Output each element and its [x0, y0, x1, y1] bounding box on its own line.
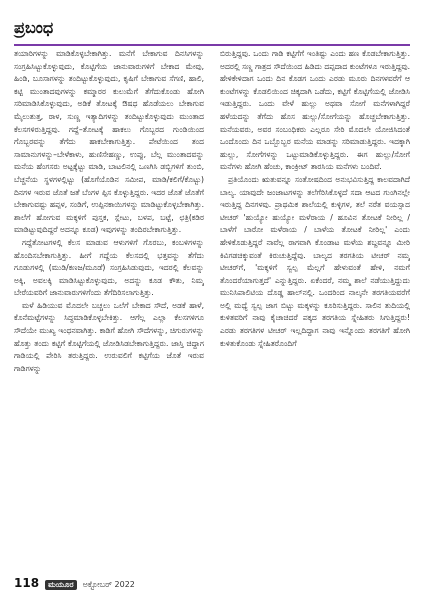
- paragraph: ತಯಾರಿಗಳನ್ನು ಮಾಡಿಕೊಳ್ಳಬೇಕಾಗಿತ್ತು. ಮನೆಗೆ ಬೇಕಾಗುವ ದಿನಸಿಗಳನ್ನು ಸಂಗ್ರಹಿಸಿಟ್ಟುಕೊಳ್ಳುವುದು, ಕೊಟ್ಟಿಗೆಯ ಜಾನುವಾರುಗಳಿಗೆ ಬೇಕಾದ ಮೇವು, ಹಿಂಡಿ, ಬೂಸಾಗಳನ್ನು ತಂದಿಟ್ಟುಕೊಳ್ಳುವುದು, ಕೃಷಿಗೆ ಬೇಕಾಗುವ ಸೆಗಣಿ, ಹಾಲಿ, ಕಟ್ಟಿ ಮುಂತಾದವುಗಳನ್ನು ಕಮ್ಮಾರರ ಕುಲುಮೆಗೆ ತೆಗೆದುಕೊಂಡು ಹೋಗಿ ಸರಿಮಾಡಿಸಿಕೊಳ್ಳುವುದು, ಅಡಿಕೆ ತೋಟಕ್ಕೆ ಔಷಧ ಹೊಡೆಯಲು ಬೇಕಾಗುವ ಮೈಲುತುತ್ತ, ರಾಳ, ಸುಣ್ಣ ಇತ್ಯಾದಿಗಳನ್ನು ತಂದಿಟ್ಟುಕೊಳ್ಳುವುದು ಮುಂತಾದ ಕೆಲಸಗಳಿರುತ್ತಿದ್ದವು. ಗದ್ದೆ–ತೋಟಕ್ಕೆ ಹಾಕಲು ಗೊಬ್ಬರದ ಗುಂಡಿಯಿಂದ ಗೊಬ್ಬರವನ್ನು ತೆಗೆದು ಹಾಕಬೇಕಾಗುತ್ತಿತ್ತು. ಪೇಟೆಯಿಂದ ತಂದ ಸಾಮಾನುಗಳನ್ನು–ಬೇಳೆಕಾಳು, ಹುಣಿಸೇಹಣ್ಣು, ಉಪ್ಪು, ಬೆಲ್ಲ ಮುಂತಾದವನ್ನು ಮನೆಯ ಹೆಂಗಸರು ಅಟ್ಟಕ್ಕೆಟ್ಟು ಮಾಡಿ, ಬಾಟಲಿನಲ್ಲಿ ಒಣಗಿಸಿ ಡಬ್ಬಿಗಳಿಗೆ ತುಂಬಿ, ಬೆಚ್ಚನೆಯ ಸ್ಥಳಗಳಲ್ಲಿಟ್ಟು (ಹೊಗೆಯೊಡಿನ ಸಮೀಪ, ಮಾಡಿ/ಕಲಿಗೆ/ಕೊಟ್ಟು) ದಿನಗಳ ಇರುವ ಜೊತೆ ಜತೆ ಬೆಂಗಳ ಪ್ಪಿಸ ಕೊಳ್ಳುತ್ತಿದ್ದರು. ಇದರ ಜೊತೆ ಜೊತೆಗೆ ಬೇಕಾಗುವಷ್ಟು ಹಪ್ಪಳ, ಸಂಡಿಗೆ, ಉಪ್ಪಿನಕಾಯಿಗಳನ್ನು ಮಾಡಿಟ್ಟುಕೊಳ್ಳಬೇಕಾಗಿತ್ತು. ಶಾಲೆಗೆ ಹೋಗುವ ಮಕ್ಕಳಿಗೆ ಪುಸ್ತಕ, ಸ್ಲೇಟು, ಬಳಪ, ಬಟ್ಟೆ, ಛತ್ರಿ(ಕಡಿರ ಮಾಡಿಟ್ಟುವುದಿದ್ದರೆ ಅದನ್ನೂ ಕೂಡ) ಇವುಗಳನ್ನು ತಂದಿರಬೇಕಾಗುತ್ತಿತ್ತು.: [14, 49, 204, 235]
- left-column: [14, 48, 204, 570]
- paragraph: ಪ್ರತಿಯೊಂದು ಋತುವನ್ನೂ ಸಂತೋಷದಿಂದ ಅನುಭವಿಸುತ್ತಿದ್ದ ಕಾಲವದಾಗಿದೆ ಬಾಲ್ಯ. ಯಾವುದೇ ಜಂಜಾಟಗಳನ್ನು ತಲೆಗೆರಿಸಿಕೊಳ್ಳದೆ ಸದಾ ಆಟದ ಗುಂಗಿನಲ್ಲೇ ಇರುತ್ತಿದ್ದ ದಿನಗಳವು. ಪ್ರಾಥಮಿಕ ಶಾಲೆಯಲ್ಲಿ ಕುಳ್ಳಿಗಳ, ತಲೆ ನರೆತ ವಯಸ್ಸಾದ ಟೀಚರ್ 'ಹುಯ್ಯೋ ಹುಯ್ಯೋ ಮಳೆರಾಯ / ಹೂವಿನ ತೋಟಕೆ ನೀರಿಲ್ಲ / ಬಾಳೆಗೆ ಬಾರೋ ಮಳೆರಾಯ / ಬಾಳೆಯ ತೋಟಕೆ ನೀರಿಲ್ಲ' ಎಂದು ಹೇಳಿಕೊಡುತ್ತಿದ್ದರೆ ನಾವೆಲ್ಲ ರಾಗವಾಗಿ ಕೊಂಡಾಟ ಮಳೆಯ ಶಬ್ದವನ್ನೂ ಮೀರಿ ಕಿವಿಗಡಚಿಕ್ಕುವಂತೆ ಕಿರುಚುತ್ತಿದ್ದೆವು. ಬಾಲ್ಯದ ತರಗತಿಯ ಟೀಚರ್ ನಮ್ಮ ಟೀಚರ್‌ಗೆ, 'ಮಕ್ಕಳಿಗೆ ಸ್ವಲ್ಪ ಮೆಲ್ಲಗೆ ಹೇಳುವಂತೆ ಹೇಳಿ, ನಮಗೆ ತೊಂದರೆಯಾಗುತ್ತದೆ' ಎನ್ನುತ್ತಿದ್ದರು. ಏಕೆಂದರೆ, ನಮ್ಮ ಶಾಲೆ ನಡೆಯುತ್ತಿದ್ದುದು ಮುನಿಸಿಪಾಲಿಟಿಯ ದೊಡ್ಡ ಹಾಲ್‌ನಲ್ಲಿ. ಒಂದರಿಂದ ನಾಲ್ಕನೇ ತರಗತಿಯವರೆಗೆ ಅಲ್ಲಿ ಮಧ್ಯೆ ಸ್ವಲ್ಪ ಜಾಗ ಬಿಟ್ಟು ಮಕ್ಕಳನ್ನು ಕೂರಿಸುತ್ತಿದ್ದರು. ಸಾಲಿನ ತುದಿಯಲ್ಲಿ ಕುಳಿತವರಿಗೆ ನಾವು ಕೈಚಾಚಿದರೆ ಪಕ್ಕದ ತರಗತಿಯ ಸ್ನೇಹಿತರು ಸಿಗುತ್ತಿದ್ದರು! ಎರಡು ತರಗತಿಗಳ ಟೀಚರ್ ಇಲ್ಲದಿದ್ದಾಗ ನಾವು ಇನ್ನೊಂದು ತರಗತಿಗೆ ಹೋಗಿ ಕುಳಿತುಕೊಂಡು ಸ್ನೇಹಿತರೊಂದಿಗೆ: [220, 174, 410, 348]
- paragraph: ಬಿರುತ್ತಿದ್ದವು. ಒಂದು ಗಾಡಿ ಕಟ್ಟಿಗೆಗೆ ಇಂತಿಷ್ಟು ಎಂದು ಹಣ ಕೊಡಬೇಕಾಗುತ್ತಿತ್ತು. ಅದರಲ್ಲಿ ಸಣ್ಣ ಗಾತ್ರದ ಸೌದೆಯಿಂದ ಹಿಡಿದು ದಪ್ಪದಾದ ಕುಂಟೆಗಳೂ ಇರುತ್ತಿದ್ದವು. ಹೇಳಿಕೇಳಿದಾಗ ಒಂದು ದಿನ ಕೊಡಗ ಒಂದು ಎರಡು ಮೂರು ದಿನಗಳವರೆಗೆ ಆ ಕುಂಟೆಗಳನ್ನು ಕೊಡಲಿಯಿಂದ ಚಿಕ್ಕದಾಗಿ ಒಡೆದು, ಕಟ್ಟಿಗೆ ಕೊಟ್ಟಿಗೆಯಲ್ಲಿ ಜೋಡಿಸಿ ಇಡುತ್ತಿದ್ದರು. ಒಂದು ವೇಳೆ ಹುಲ್ಲು ಅಥವಾ ಸೋಗೆ ಮನೆಗಳಾಗಿದ್ದರೆ ಹಳೆಯದನ್ನು ತೆಗೆದು ಹೊಸ ಹುಲ್ಲು/ಸೋಗೆಯನ್ನು ಹೊಚ್ಚಬೇಕಾಗುತ್ತಿತ್ತು. ಮನೆಯವರು, ಅವರ ಸಂಬಂಧಿಕರು ಎಲ್ಲರೂ ಸೇರಿ ಮೊದಲೇ ಯೋಜಿಸಿದಂತೆ ಒಂದೊಂದು ದಿನ ಒಬ್ಬೊಬ್ಬರ ಮನೆಯ ಮಾಡನ್ನು ಸರಿಮಾಡುತ್ತಿದ್ದರು. ಇದಕ್ಕಾಗಿ ಹುಲ್ಲು, ಸೋಗೆಗಳನ್ನು ಒಟ್ಟುಮಾಡಿಕೊಳ್ಳುತ್ತಿದ್ದರು. ಈಗ ಹುಲ್ಲು/ಸೋಗೆ ಮನೆಗಳು ಹೋಗಿ ಹೆಂಚು, ಕಾಂಕ್ರೀಟ್ ತಾರಸಿಯ ಮನೆಗಳು ಬಂದಿವೆ.: [220, 49, 410, 172]
- page-footer: [14, 576, 314, 594]
- paragraph: ಗದ್ದೆತೋಟಗಳಲ್ಲಿ ಕೆಲಸ ಮಾಡುವ ಆಳುಗಳಿಗೆ ಗೊರಬು, ಕಂಬಳಿಗಳನ್ನು ಹೊಂದಿಸಬೇಕಾಗುತ್ತಿತ್ತು. ಹೀಗೆ ಗದ್ದೆಯ ಕೆಲಸದಲ್ಲಿ ಭತ್ತವನ್ನು ತೆಗೆದು ಗೂಡುಗಳಲ್ಲಿ (ಮುಡಿ/ಕಣಜ/ಮೂಡೆ) ಸಂಗ್ರಹಿಸಿಡುವುದು, ಇದರಲ್ಲಿ ಕೆಲವನ್ನು ಅಕ್ಕಿ, ಅವಲಕ್ಕಿ ಮಾಡಿಸಿಟ್ಟುಕೊಳ್ಳುವುದು, ಅದನ್ನು ಕೂಡ ಕೌತು, ನಿಮ್ಮ ಬೇರೆಯವರಿಗೆ ಜಾನುವಾರುಗಳಿಗೆಂದು ತೆಗೆದಿರಿಸಲಾಗುತ್ತಿತ್ತು.: [14, 237, 204, 298]
- article-body: [14, 48, 410, 570]
- page-header: [14, 18, 410, 46]
- section-title: ಪ್ರಬಂಧ: [14, 18, 54, 37]
- page-number: 118: [14, 576, 40, 590]
- paragraph: ಮಳೆ ಹಿಡಿಯುವ ಮೊದಲೇ ಬಚ್ಚಲು ಒಲೆಗೆ ಬೇಕಾದ ಸೌದೆ, ಅಡಕೆ ಹಾಳೆ, ಕೊನೆಮಟ್ಟೆಗಳನ್ನು ಸಿದ್ಧಮಾಡಿಕೊಳ್ಳಬೇಕಿತ್ತು. ಆಗೆಲ್ಲ ಎಲ್ಲಾ ಕೆಲಸಗಳಿಗೂ ಸೌದೆಯೇ ಮುಖ್ಯ ಇಂಧನವಾಗಿತ್ತು. ಕಾಡಿಗೆ ಹೋಗಿ ಸೌದೆಗಳನ್ನು, ಚಿಗುರುಗಳನ್ನು ಹೊತ್ತು ತಂದು ಕಟ್ಟಿಗೆ ಕೊಟ್ಟಿಗೆಯಲ್ಲಿ ಜೋಡಿಸಿಡಬೇಕಾಗುತ್ತಿದ್ದರು. ಜಾಸ್ತಿ ಚಿದ್ದಾಗ ಗಾಡಿಯಲ್ಲಿ ಪೇರಿಸಿ ತರುತ್ತಿದ್ದರು. ಉರುವಲಿಗೆ ಕಟ್ಟಿಗೆಯ ಜೊತೆ ಇರುವ ಗಾಡಿಗಳನ್ನು: [14, 300, 204, 373]
- right-column: [220, 48, 410, 570]
- issue-date: ಅಕ್ಟೋಬರ್ 2022: [82, 580, 135, 589]
- magazine-logo: ಮಯೂರ: [45, 580, 77, 590]
- header-divider: [14, 44, 410, 46]
